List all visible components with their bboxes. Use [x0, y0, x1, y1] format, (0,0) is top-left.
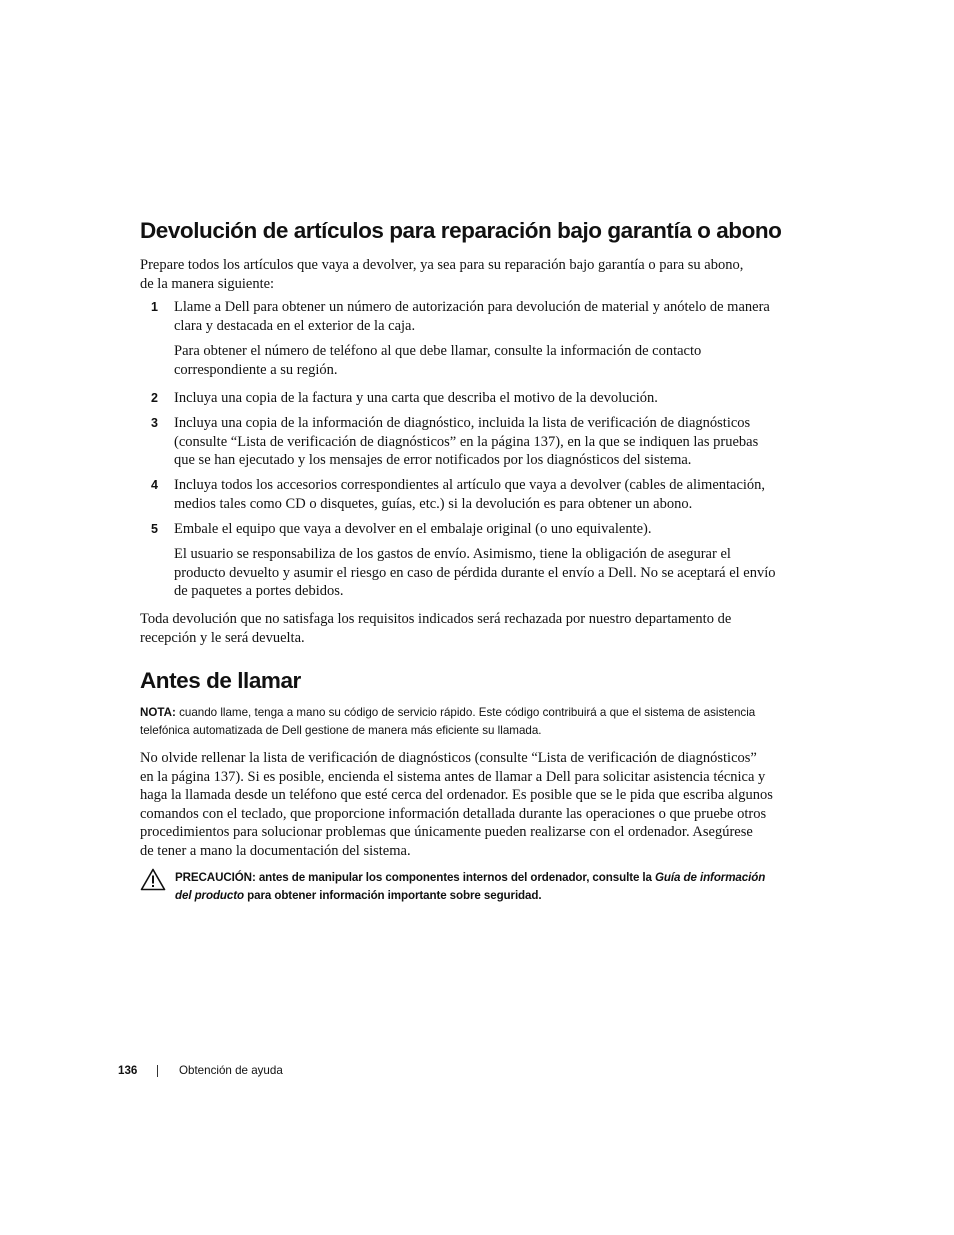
- caution-doc-title-2: del producto: [175, 889, 245, 903]
- caution-doc-title-1: Guía de información: [655, 871, 766, 884]
- note-text-line-1: cuando llame, tenga a mano su código de servicio rápido. Este código contribuirá a que el sistema de asistencia: [175, 706, 756, 719]
- intro-line-1: Prepare todos los artículos que vaya a devolver, ya sea para su reparación bajo garantía o para su abono,: [140, 257, 744, 273]
- step-line: (consulte “Lista de verificación de diagnósticos” en la página 137), en la que se indiquen las pruebas: [174, 433, 759, 450]
- step-number: 1: [151, 300, 158, 314]
- paragraph-line: de tener a mano la documentación del sistema.: [140, 842, 411, 859]
- closing-line: recepción y le será devuelta.: [140, 629, 305, 646]
- step-text: [174, 476, 824, 513]
- caution-text-1: antes de manipular los componentes internos del ordenador, consulte la: [255, 871, 656, 884]
- caution-block: [175, 869, 825, 906]
- step-line: Incluya todos los accesorios correspondientes al artículo que vaya a devolver (cables de alimentación,: [174, 477, 766, 493]
- step-line: Para obtener el número de teléfono al que debe llamar, consulte la información de contacto: [174, 343, 702, 359]
- warning-triangle-icon: [140, 868, 166, 891]
- step-line: de paquetes a portes debidos.: [174, 583, 344, 600]
- paragraph-line: comandos con el teclado, que proporcione información detallada durante las operaciones o que pruebe otros: [140, 805, 767, 822]
- caution-text-2: para obtener información importante sobre seguridad.: [244, 889, 542, 903]
- paragraph-line: No olvide rellenar la lista de verificación de diagnósticos (consulte “Lista de verificación de diagnósticos”: [140, 750, 757, 766]
- note-label: NOTA:: [140, 706, 176, 719]
- before-calling-paragraph: [140, 749, 820, 861]
- step-line: que se han ejecutado y los mensajes de error notificados por los diagnósticos del sistema.: [174, 452, 692, 469]
- returns-closing: [140, 610, 820, 647]
- step-line: Llame a Dell para obtener un número de autorización para devolución de material y anótelo de manera: [174, 299, 770, 315]
- step-line: Embale el equipo que vaya a devolver en el embalaje original (o uno equivalente).: [174, 521, 652, 537]
- closing-line: Toda devolución que no satisfaga los requisitos indicados será rechazada por nuestro departamento de: [140, 611, 732, 627]
- step-line: medios tales como CD o disquetes, guías, etc.) si la devolución es para obtener un abono.: [174, 495, 693, 512]
- caution-label: PRECAUCIÓN:: [175, 871, 256, 884]
- step-text: [174, 414, 824, 470]
- step-number: 2: [151, 391, 158, 405]
- step-line: Incluya una copia de la factura y una carta que describa el motivo de la devolución.: [174, 390, 658, 406]
- step-line: clara y destacada en el exterior de la caja.: [174, 317, 416, 334]
- note-text-line-2: telefónica automatizada de Dell gestione de manera más eficiente su llamada.: [140, 724, 542, 737]
- step-number: 5: [151, 522, 158, 536]
- footer-divider: [157, 1065, 158, 1077]
- step-line: El usuario se responsabiliza de los gastos de envío. Asimismo, tiene la obligación de asegurar el: [174, 546, 731, 562]
- step-number: 3: [151, 416, 158, 430]
- page-number: 136: [118, 1064, 138, 1077]
- paragraph-line: haga la llamada desde un teléfono que esté cerca del ordenador. Es posible que se le pida que escriba algunos: [140, 787, 773, 804]
- step-subtext: [174, 342, 824, 379]
- step-line: producto devuelto y asumir el riesgo en caso de pérdida durante el envío a Dell. No se aceptará el envío: [174, 564, 776, 581]
- note-block: [140, 704, 820, 740]
- intro-line-2: de la manera siguiente:: [140, 275, 275, 292]
- returns-intro: [140, 256, 820, 293]
- section-heading-returns: Devolución de artículos para reparación bajo garantía o abono: [140, 218, 782, 243]
- step-subtext: [174, 545, 824, 601]
- step-number: 4: [151, 478, 158, 492]
- paragraph-line: en la página 137). Si es posible, encienda el sistema antes de llamar a Dell para solicitar asistencia técnica y: [140, 768, 766, 785]
- step-text: [174, 389, 824, 408]
- footer-chapter-title: Obtención de ayuda: [179, 1064, 283, 1077]
- step-text: [174, 298, 824, 335]
- step-line: correspondiente a su región.: [174, 361, 338, 378]
- section-heading-before-calling: Antes de llamar: [140, 668, 301, 693]
- paragraph-line: procedimientos para solucionar problemas que únicamente pueden realizarse con el ordenador. Asegúrese: [140, 824, 753, 841]
- step-text: [174, 520, 824, 539]
- step-line: Incluya una copia de la información de diagnóstico, incluida la lista de verificación de diagnósticos: [174, 415, 751, 431]
